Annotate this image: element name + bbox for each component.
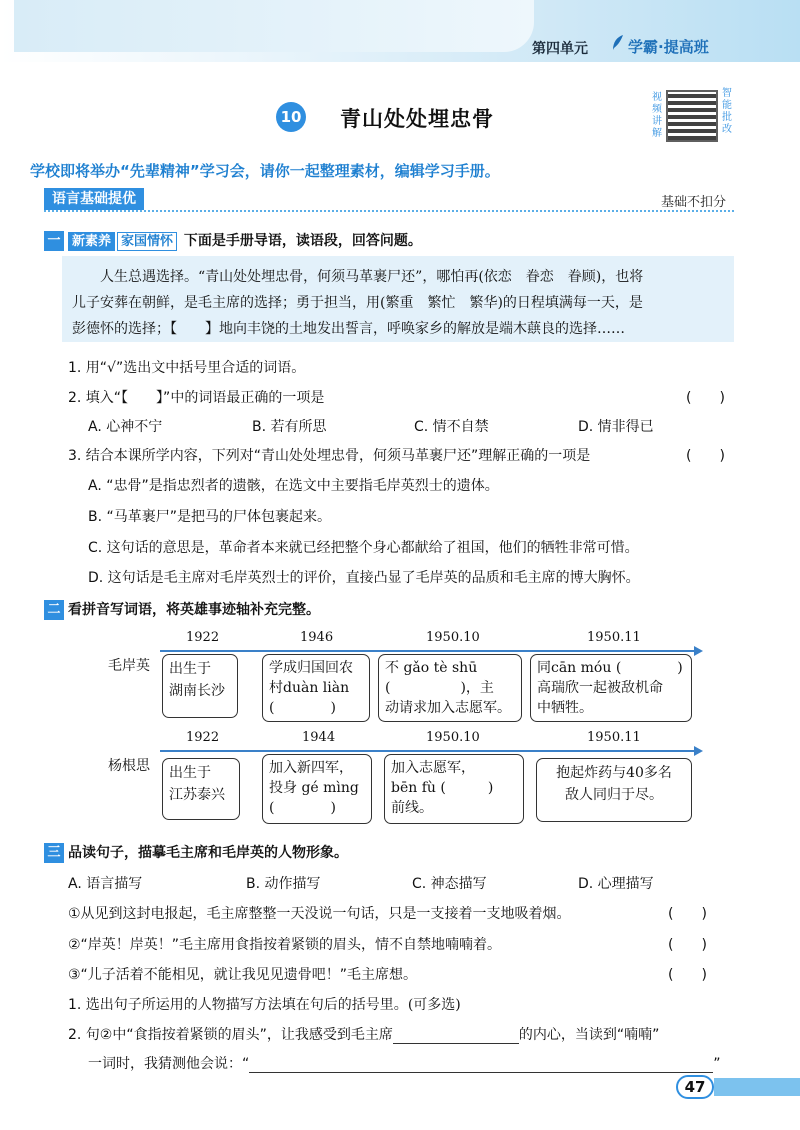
passage-line: 彭德怀的选择；【 】地向丰饶的土地发出誓言，呼唤家乡的解放是端木蕻良的选择…… (72, 321, 625, 337)
brand-leaf-icon (611, 34, 625, 52)
lesson-number-badge: 10 (276, 102, 306, 132)
event-line: 学成归国回农 (269, 660, 353, 676)
event-line: 加入新四军， (269, 760, 353, 776)
timeline-name: 杨根思 (108, 758, 150, 774)
timeline-year: 1950.10 (426, 730, 480, 745)
passage-box (62, 256, 734, 342)
event-line: 加入志愿军， (391, 760, 475, 776)
option-d[interactable]: D. 心理描写 (578, 876, 654, 892)
answer-blank[interactable]: ( )，主 (385, 680, 494, 696)
qr-caption-left: 视频讲解 (652, 92, 662, 139)
option-b[interactable]: B. “马革裹尸”是把马的尸体包裹起来。 (88, 509, 332, 525)
sentence-2: ②“岸英！岸英！”毛主席用食指按着紧锁的眉头，情不自禁地喃喃着。 (68, 937, 502, 953)
passage-line: 人生总遇选择。“青山处处埋忠骨，何须马革裹尸还”，哪怕再(依恋 眷恋 眷顾)，也将 (100, 269, 644, 285)
answer-blank[interactable] (393, 1027, 519, 1044)
passage-line: 儿子安葬在朝鲜，是毛主席的选择；勇于担当，用(繁重 繁忙 繁华)的日程填满每一天，是 (72, 295, 643, 311)
sentence-3: ③“儿子活着不能相见，就让我见见遗骨吧！”毛主席想。 (68, 967, 418, 983)
timeline-year: 1950.11 (587, 730, 641, 745)
event-line: 湖南长沙 (169, 683, 225, 699)
q3-sub2 (68, 1024, 659, 1044)
q1-sub3: 3. 结合本课所学内容，下列对“青山处处埋忠骨，何须马革裹尸还”理解正确的一项是 (68, 448, 591, 464)
timeline-year: 1922 (186, 630, 220, 645)
timeline-name: 毛岸英 (108, 658, 150, 674)
section-bar (44, 188, 734, 212)
page-footer-bar (714, 1078, 800, 1096)
section-label: 语言基础提优 (44, 188, 144, 210)
question-3-heading (44, 842, 348, 863)
answer-blank[interactable]: 同cān móu ( ) (537, 660, 683, 676)
q3-sub2-text: 2. 句②中“食指按着紧锁的眉头”，让我感受到毛主席 (68, 1027, 393, 1043)
option-c[interactable]: C. 神态描写 (412, 876, 487, 892)
timeline-year: 1950.10 (426, 630, 480, 645)
q3-sub1-text: 1. 选出句子所运用的人物描写方法填在句后的括号里。 (68, 997, 408, 1013)
option-b[interactable]: B. 动作描写 (246, 876, 321, 892)
option-b[interactable]: B. 若有所思 (252, 419, 327, 435)
section-note: 基础不扣分 (660, 195, 726, 210)
timeline-axis (160, 650, 695, 652)
timeline-event (536, 758, 692, 822)
option-a[interactable]: A. 语言描写 (68, 876, 143, 892)
q3-sub2-text: ” (713, 1056, 721, 1072)
event-line: 投身 gé mìng (269, 780, 359, 796)
event-line: 村duàn liàn (269, 680, 350, 696)
sentence-1: ①从见到这封电报起，毛主席整整一天没说一句话，只是一支接着一支地吸着烟。 (68, 906, 571, 922)
lesson-title: 青山处处埋忠骨 (340, 107, 494, 131)
option-c[interactable]: C. 这句话的意思是，革命者本来就已经把整个身心都献给了祖国，他们的牺牲非常可惜。 (88, 540, 639, 556)
event-line: 江苏泰兴 (169, 787, 225, 803)
answer-paren[interactable]: ( ) (686, 448, 725, 464)
option-d[interactable]: D. 情非得已 (578, 419, 654, 435)
option-a[interactable]: A. 心神不宁 (88, 419, 163, 435)
event-line: 不 gǎo tè shū (385, 660, 478, 676)
tag-new-literacy: 新素养 (68, 232, 115, 251)
q1-sub1: 1. 用“√”选出文中括号里合适的词语。 (68, 360, 306, 376)
event-line: 抱起炸药与40多名 (556, 765, 672, 781)
q3-sub2-text: 的内心，当读到“喃喃” (518, 1027, 660, 1043)
page-number: 47 (676, 1075, 714, 1099)
timeline-axis (160, 750, 695, 752)
event-line: 出生于 (169, 661, 211, 677)
question-number: 三 (44, 843, 64, 863)
answer-blank[interactable]: ( ) (269, 700, 336, 716)
answer-paren[interactable]: ( ) (668, 967, 707, 983)
q3-sub1-note: (可多选) (407, 997, 461, 1013)
answer-blank[interactable] (249, 1056, 713, 1073)
event-line: 动请求加入志愿军。 (385, 700, 511, 716)
q3-sub1 (68, 994, 461, 1014)
timeline-event (162, 758, 240, 820)
unit-label: 第四单元 (532, 41, 588, 57)
question-2-heading (44, 599, 320, 620)
header-tab-decoration (14, 0, 534, 52)
qr-code-icon[interactable] (666, 90, 718, 142)
event-line: 敌人同归于尽。 (565, 787, 663, 803)
question-prompt: 看拼音写词语，将英雄事迹轴补充完整。 (68, 602, 320, 618)
qr-caption-right: 智能批改 (722, 88, 732, 135)
answer-blank[interactable]: ( ) (269, 800, 336, 816)
timeline-year: 1922 (186, 730, 220, 745)
answer-blank[interactable]: bēn fù ( ) (391, 780, 494, 796)
timeline-event (378, 654, 522, 722)
question-prompt: 下面是手册导语，读语段，回答问题。 (183, 233, 422, 249)
timeline-event (384, 754, 524, 824)
q1-sub2: 2. 填入“【 】”中的词语最正确的一项是 (68, 390, 325, 406)
timeline-year: 1946 (300, 630, 334, 645)
timeline-event (262, 654, 370, 722)
q3-sub2-text: 一词时，我猜测他会说：“ (88, 1056, 250, 1072)
timeline-year: 1944 (302, 730, 336, 745)
event-line: 中牺牲。 (537, 700, 593, 716)
question-number: 一 (44, 231, 64, 251)
brand-label: 学霸·提高班 (628, 38, 709, 56)
event-line: 前线。 (391, 800, 433, 816)
intro-text: 学校即将举办“先辈精神”学习会，请你一起整理素材，编辑学习手册。 (30, 162, 500, 180)
option-d[interactable]: D. 这句话是毛主席对毛岸英烈士的评价，直接凸显了毛岸英的品质和毛主席的博大胸怀。 (88, 570, 640, 586)
event-line: 出生于 (169, 765, 211, 781)
timeline-event (530, 654, 692, 722)
question-prompt: 品读句子，描摹毛主席和毛岸英的人物形象。 (68, 845, 348, 861)
option-a[interactable]: A. “忠骨”是指忠烈者的遗骸，在选文中主要指毛岸英烈士的遗体。 (88, 478, 499, 494)
answer-paren[interactable]: ( ) (686, 390, 725, 406)
q3-sub2-cont (88, 1053, 721, 1073)
timeline-year: 1950.11 (587, 630, 641, 645)
question-number: 二 (44, 600, 64, 620)
answer-paren[interactable]: ( ) (668, 906, 707, 922)
option-c[interactable]: C. 情不自禁 (414, 419, 489, 435)
timeline-event (162, 654, 238, 718)
answer-paren[interactable]: ( ) (668, 937, 707, 953)
question-1-heading (44, 230, 422, 251)
tag-patriotism: 家国情怀 (117, 232, 177, 251)
timeline-event (262, 754, 372, 824)
event-line: 高瑞欣一起被敌机命 (537, 680, 663, 696)
